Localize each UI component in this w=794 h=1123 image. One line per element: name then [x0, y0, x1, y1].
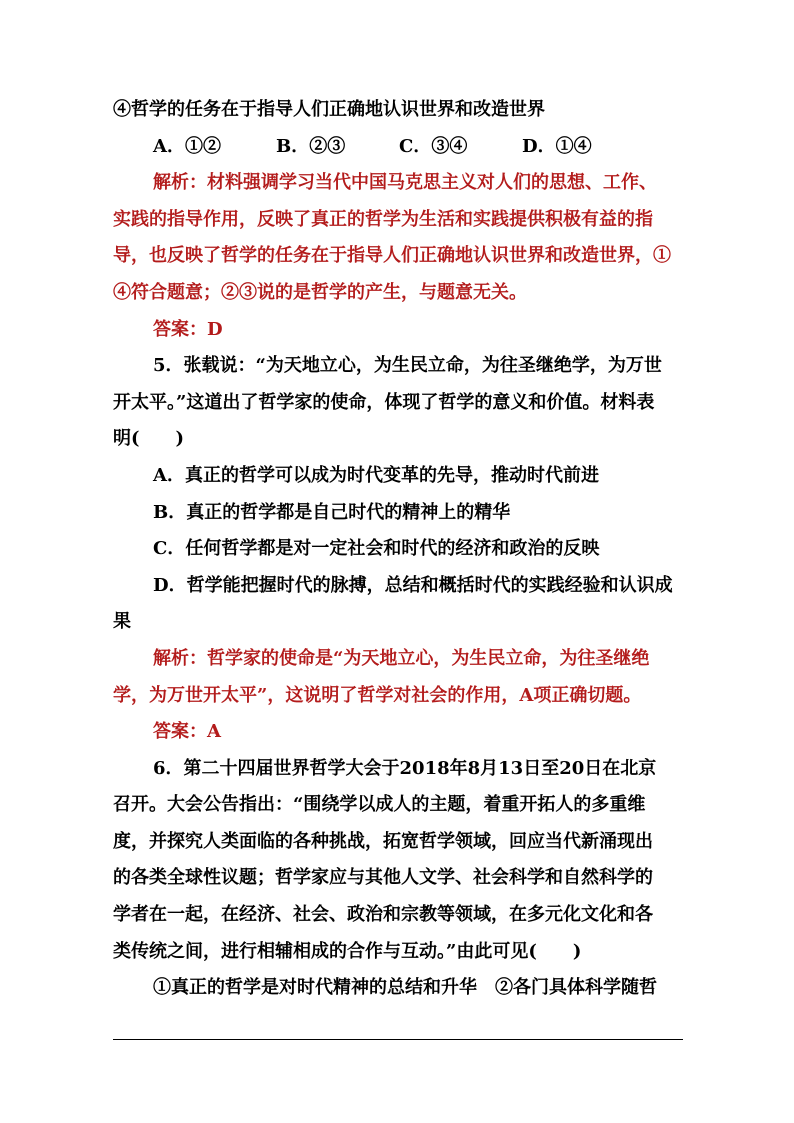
answer-value: A: [207, 721, 221, 743]
analysis-q5-line-1: [113, 641, 683, 678]
statement-4: ④哲学的任务在于指导人们正确地认识世界和改造世界: [113, 99, 545, 120]
option-d: D．①④: [522, 135, 592, 157]
option-a: A．真正的哲学可以成为时代变革的先导，推动时代前进: [153, 464, 599, 486]
analysis-text: 哲学家的使命是“为天地立心，为生民立命，为往圣继绝: [207, 647, 650, 669]
option-d: D．哲学能把握时代的脉搏，总结和概括时代的实践经验和认识成: [153, 574, 673, 596]
analysis-q5-line-2: 学，为万世开太平”，这说明了哲学对社会的作用，A项正确切题。: [113, 684, 642, 706]
footer-divider: [113, 1039, 683, 1040]
option-a: A．①②: [153, 135, 221, 157]
analysis-text: 材料强调学习当代中国马克思主义对人们的思想、工作、: [207, 172, 657, 194]
question-6-line-6: 类传统之间，进行相辅相成的合作与互动。”由此可见( ): [113, 940, 582, 962]
question-5-line-3: 明( ): [113, 428, 185, 450]
option-d-continued: 果: [113, 611, 131, 633]
answer-options-q4: [113, 129, 683, 166]
answer-value: D: [207, 318, 223, 340]
question-6-line-3: 度，并探究人类面临的各种挑战，拓宽哲学领域，回应当代新涌现出: [113, 830, 653, 852]
answer-label: 答案：: [153, 318, 207, 340]
analysis-q4-line-2: 实践的指导作用，反映了真正的哲学为生活和实践提供积极有益的指: [113, 208, 653, 230]
analysis-q4-line-4: ④符合题意；②③说的是哲学的产生，与题意无关。: [113, 281, 527, 303]
question-6-line-5: 学者在一起，在经济、社会、政治和宗教等领域，在多元化文化和各: [113, 904, 653, 926]
answer-q5: [113, 714, 683, 751]
question-content: [113, 92, 683, 1007]
analysis-label: 解析：: [153, 172, 207, 194]
option-b: B．真正的哲学都是自己时代的精神上的精华: [153, 501, 511, 523]
question-5-line-1: 5．张载说：“为天地立心，为生民立命，为往圣继绝学，为万世: [153, 355, 662, 377]
question-6-line-1: 6．第二十四届世界哲学大会于2018年8月13日至20日在北京: [153, 757, 657, 779]
option-c: C．任何哲学都是对一定社会和时代的经济和政治的反映: [153, 538, 600, 560]
analysis-label: 解析：: [153, 647, 207, 669]
option-c: C．③④: [399, 135, 468, 157]
question-6-line-2: 召开。大会公告指出：“围绕学以成人的主题，着重开拓人的多重维: [113, 794, 646, 816]
question-6-statements: ①真正的哲学是对时代精神的总结和升华 ②各门具体科学随哲: [153, 977, 657, 999]
analysis-q4-line-1: [113, 165, 683, 202]
answer-q4: [113, 312, 683, 349]
question-5-line-2: 开太平。”这道出了哲学家的使命，体现了哲学的意义和价值。材料表: [113, 391, 655, 413]
option-b: B．②③: [276, 135, 346, 157]
analysis-q4-line-3: 导，也反映了哲学的任务在于指导人们正确地认识世界和改造世界，①: [113, 245, 671, 267]
answer-label: 答案：: [153, 721, 207, 743]
question-6-line-4: 的各类全球性议题；哲学家应与其他人文学、社会科学和自然科学的: [113, 867, 653, 889]
